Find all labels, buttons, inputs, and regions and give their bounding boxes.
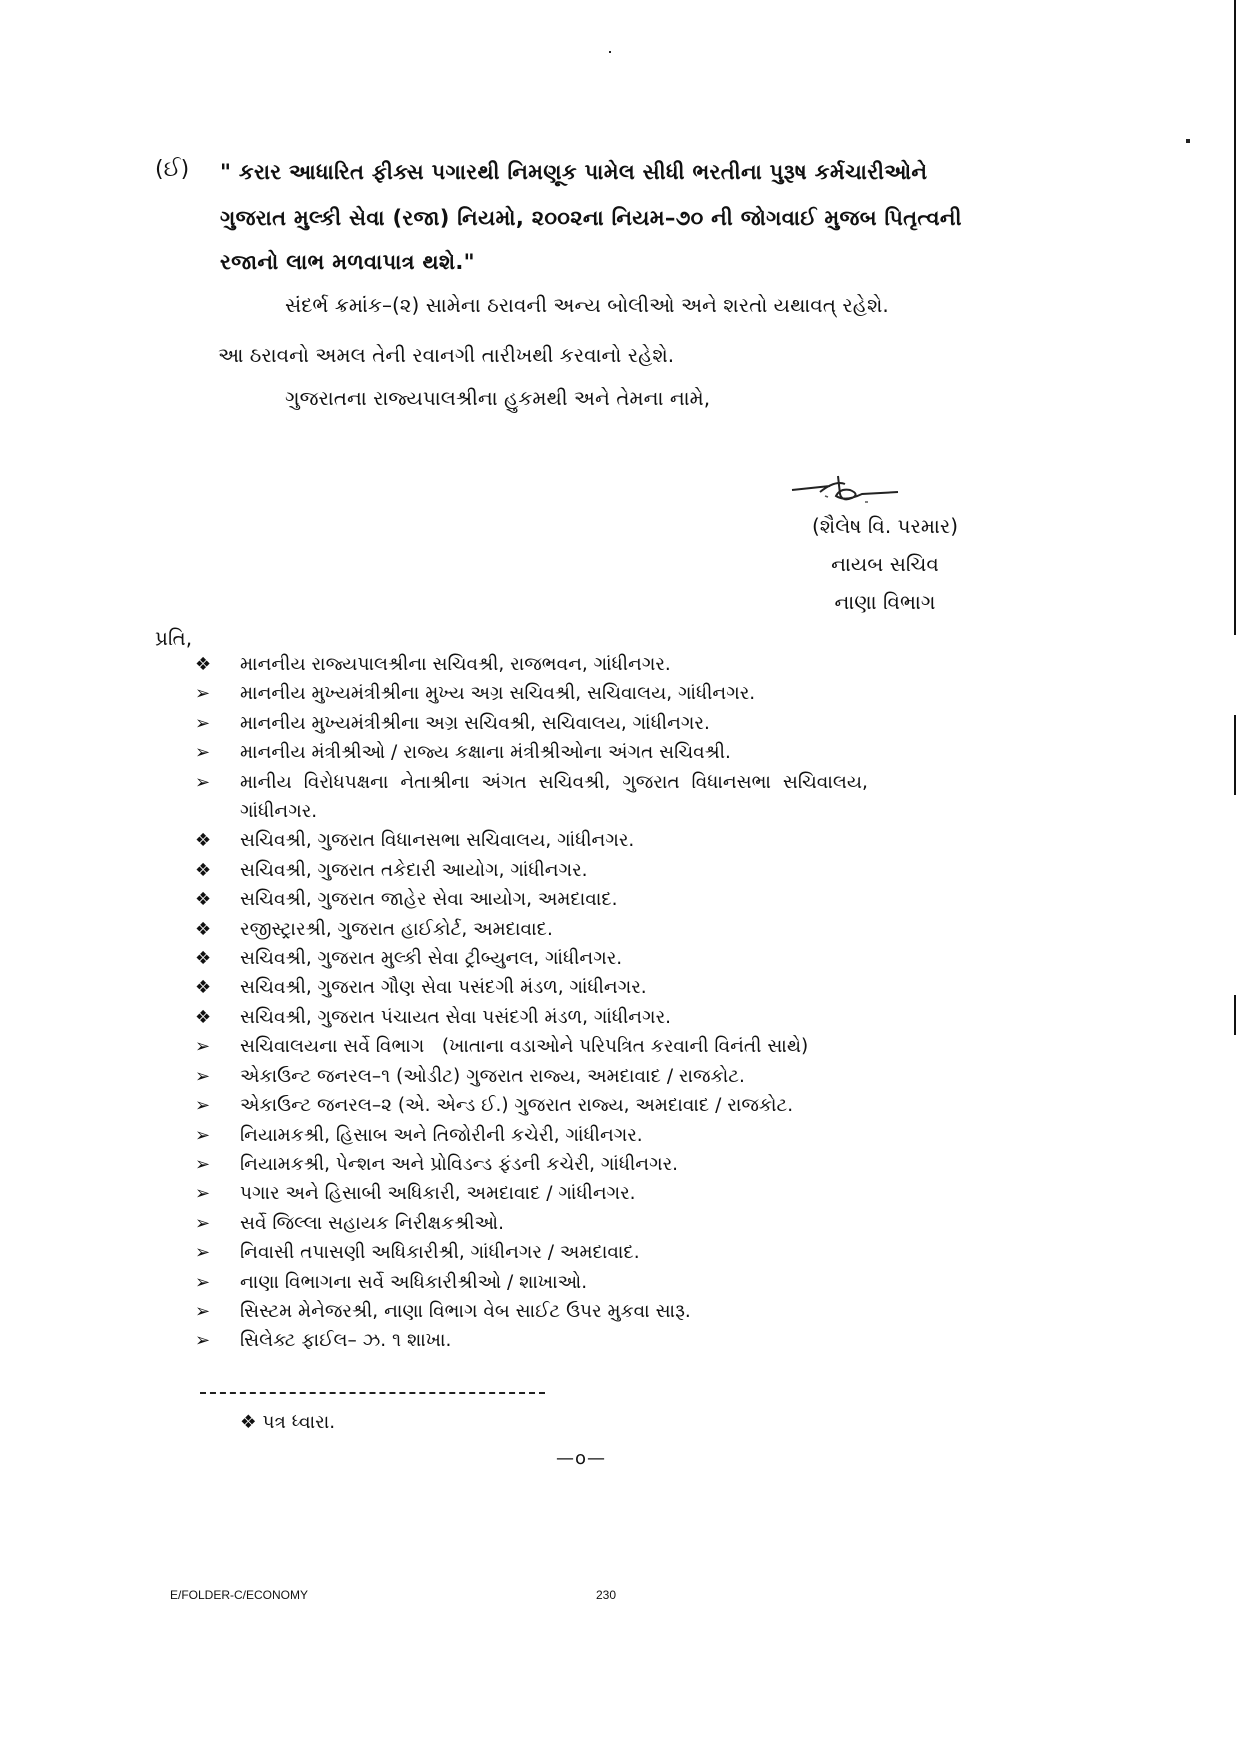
arrow-bullet-icon: ➢ <box>195 771 211 793</box>
diamond-bullet-icon: ❖ <box>195 948 212 970</box>
diamond-bullet-icon: ❖ <box>195 977 212 999</box>
signatory-block <box>770 507 1000 621</box>
list-item: ❖ સચિવશ્રી, ગુજરાત મુલ્કી સેવા ટ્રીબ્યુનલ, ગાંધીનગર. <box>195 944 1055 973</box>
list-item: ➢ નિયામકશ્રી, હિસાબ અને તિજોરીની કચેરી, ગાંધીનગર. <box>195 1121 1055 1150</box>
by-letter-note <box>240 1412 335 1433</box>
arrow-bullet-icon: ➢ <box>195 1183 211 1205</box>
list-item: ❖ રજીસ્ટ્રારશ્રી, ગુજરાત હાઈકોર્ટ, અમદાવાદ. <box>195 915 1055 944</box>
list-item: ➢ સિલેક્ટ ફાઈલ– ઝ. ૧ શાખા. <box>195 1326 1055 1355</box>
arrow-bullet-icon: ➢ <box>195 1036 211 1058</box>
paragraph-label: (ઈ) <box>155 157 190 182</box>
dashed-divider <box>200 1392 545 1394</box>
list-item: ➢ સિસ્ટમ મેનેજરશ્રી, નાણા વિભાગ વેબ સાઈટ ઉપર મુકવા સારૂ. <box>195 1297 1055 1326</box>
page-number: 230 <box>596 1588 617 1602</box>
scan-edge-line <box>1234 715 1236 795</box>
scan-edge-line <box>1234 995 1236 1035</box>
arrow-bullet-icon: ➢ <box>195 742 211 764</box>
list-item: ➢ એકાઉન્ટ જનરલ–૨ (એ. એન્ડ ઈ.) ગુજરાત રાજ્ય, અમદાવાદ / રાજકોટ. <box>195 1091 1055 1120</box>
diamond-bullet-icon: ❖ <box>195 830 212 852</box>
list-item: ❖ માનનીય રાજ્યપાલશ્રીના સચિવશ્રી, રાજભવન, ગાંધીનગર. <box>195 650 1055 679</box>
governor-order-line: ગુજરાતના રાજ્યપાલશ્રીના હુકમથી અને તેમના નામે, <box>285 386 711 410</box>
arrow-bullet-icon: ➢ <box>195 1330 211 1352</box>
signatory-name: (શૈલેષ વિ. પરમાર) <box>811 514 959 538</box>
list-item: ➢ નાણા વિભાગના સર્વે અધિકારીશ્રીઓ / શાખાઓ. <box>195 1268 1055 1297</box>
list-item: ➢ પગાર અને હિસાબી અધિકારી, અમદાવાદ / ગાંધીનગર. <box>195 1179 1055 1208</box>
arrow-bullet-icon: ➢ <box>195 1242 211 1264</box>
arrow-bullet-icon: ➢ <box>195 1124 211 1146</box>
list-item: ➢ નિવાસી તપાસણી અધિકારીશ્રી, ગાંધીનગર / અમદાવાદ. <box>195 1238 1055 1267</box>
effective-date-line: આ ઠરાવનો અમલ તેની રવાનગી તારીખથી કરવાનો રહેશે. <box>218 343 675 367</box>
list-item: ➢ માનનીય મુખ્યમંત્રીશ્રીના મુખ્ય અગ્ર સચિવશ્રી, સચિવાલય, ગાંધીનગર. <box>195 679 1055 708</box>
diamond-bullet-icon: ❖ <box>195 889 212 911</box>
list-item: ➢ માનીય વિરોધપક્ષના નેતાશ્રીના અંગત સચિવશ્રી, ગુજરાત વિધાનસભા સચિવાલય, ગાંધીનગર. <box>195 768 940 827</box>
list-item: ➢ સર્વે જિલ્લા સહાયક નિરીક્ષકશ્રીઓ. <box>195 1209 1055 1238</box>
list-item: ➢ એકાઉન્ટ જનરલ–૧ (ઓડીટ) ગુજરાત રાજ્ય, અમદાવાદ / રાજકોટ. <box>195 1062 1055 1091</box>
list-item: ❖ સચિવશ્રી, ગુજરાત જાહેર સેવા આયોગ, અમદાવાદ. <box>195 885 1055 914</box>
signatory-department: નાણા વિભાગ <box>834 590 936 614</box>
resolution-quote-line-1: " કરાર આધારિત ફીક્સ પગારથી નિમણૂક પામેલ સીધી ભરતીના પુરૂષ કર્મચારીઓને <box>220 160 928 184</box>
arrow-bullet-icon: ➢ <box>195 1271 211 1293</box>
arrow-bullet-icon: ➢ <box>195 1095 211 1117</box>
diamond-bullet-icon: ❖ <box>195 918 212 940</box>
scan-speck <box>1186 139 1190 143</box>
arrow-bullet-icon: ➢ <box>195 683 211 705</box>
recipients-heading: પ્રતિ, <box>155 626 193 650</box>
resolution-quote-line-2: ગુજરાત મુલ્કી સેવા (રજા) નિયમો, ૨૦૦૨ના નિયમ–૭૦ ની જોગવાઈ મુજબ પિતૃત્વની <box>220 206 962 230</box>
list-item: ❖ સચિવશ્રી, ગુજરાત તકેદારી આયોગ, ગાંધીનગર. <box>195 856 1055 885</box>
reference-line: સંદર્ભ ક્રમાંક–(૨) સામેના ઠરાવની અન્ય બોલીઓ અને શરતો યથાવત્ રહેશે. <box>285 293 889 317</box>
footer-path: E/FOLDER-C/ECONOMY <box>170 1588 309 1602</box>
arrow-bullet-icon: ➢ <box>195 1153 211 1175</box>
arrow-bullet-icon: ➢ <box>195 1065 211 1087</box>
list-item: ❖ સચિવશ્રી, ગુજરાત ગૌણ સેવા પસંદગી મંડળ, ગાંધીનગર. <box>195 973 1055 1002</box>
scan-speck <box>609 51 611 53</box>
list-item: ➢ માનનીય મુખ્યમંત્રીશ્રીના અગ્ર સચિવશ્રી, સચિવાલય, ગાંધીનગર. <box>195 709 1055 738</box>
arrow-bullet-icon: ➢ <box>195 1300 211 1322</box>
scan-edge-line <box>1234 0 1236 635</box>
diamond-bullet-icon: ❖ <box>195 859 212 881</box>
list-item: ❖ સચિવશ્રી, ગુજરાત વિધાનસભા સચિવાલય, ગાંધીનગર. <box>195 826 1055 855</box>
list-item: ➢ નિયામકશ્રી, પેન્શન અને પ્રોવિડન્ડ ફંડની કચેરી, ગાંધીનગર. <box>195 1150 1055 1179</box>
list-item: ➢ માનનીય મંત્રીશ્રીઓ / રાજ્ય કક્ષાના મંત્રીશ્રીઓના અંગત સચિવશ્રી. <box>195 738 1055 767</box>
diamond-bullet-icon: ❖ <box>195 1006 212 1028</box>
end-of-document-mark: —o— <box>556 1448 607 1469</box>
arrow-bullet-icon: ➢ <box>195 1212 211 1234</box>
recipient-list <box>195 650 1055 1356</box>
diamond-bullet-icon: ❖ <box>240 1412 257 1433</box>
by-letter-text: પત્ર ધ્વારા. <box>262 1412 336 1433</box>
arrow-bullet-icon: ➢ <box>195 712 211 734</box>
diamond-bullet-icon: ❖ <box>195 654 212 675</box>
signature-image <box>790 472 900 512</box>
signatory-designation: નાયબ સચિવ <box>831 552 939 576</box>
list-item: ❖ સચિવશ્રી, ગુજરાત પંચાયત સેવા પસંદગી મંડળ, ગાંધીનગર. <box>195 1003 1055 1032</box>
list-item: ➢ સચિવાલયના સર્વે વિભાગ (ખાતાના વડાઓને પરિપત્રિત કરવાની વિનંતી સાથે) <box>195 1032 1055 1061</box>
resolution-quote-line-3: રજાનો લાભ મળવાપાત્ર થશે." <box>220 250 475 274</box>
